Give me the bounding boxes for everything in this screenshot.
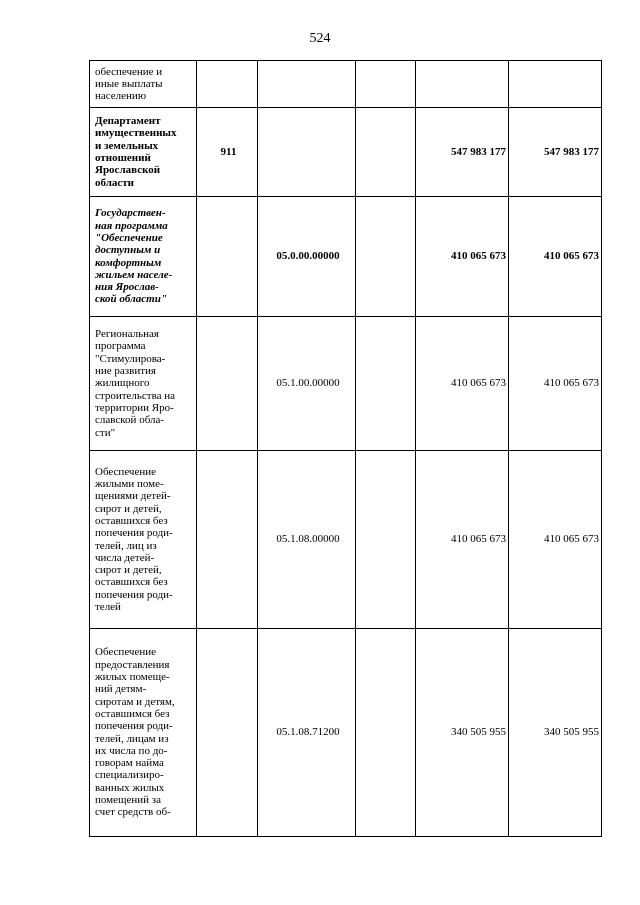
expense-type-cell <box>356 317 416 451</box>
table-row <box>90 451 602 629</box>
target-code-cell <box>258 61 356 108</box>
dept-code-cell <box>197 197 258 317</box>
row-name-cell: Обеспечение жилыми поме- щениями детей- сирот и детей, оставшихся без попечения роди- телей, лиц из числа детей- сирот и детей, оставшихся без попечения роди- телей <box>90 451 197 629</box>
row-name-cell: обеспечение и иные выплаты населению <box>90 61 197 108</box>
target-code-cell: 05.1.08.71200 <box>258 629 356 837</box>
amount-1-cell: 410 065 673 <box>416 451 509 629</box>
row-name-cell: Региональная программа "Стимулирова- ние развития жилищного строительства на территории Яро- славской обла- сти" <box>90 317 197 451</box>
target-code-cell: 05.1.00.00000 <box>258 317 356 451</box>
expense-type-cell <box>356 629 416 837</box>
table-row <box>90 197 602 317</box>
amount-2-cell: 410 065 673 <box>509 317 602 451</box>
table-row <box>90 629 602 837</box>
amount-1-cell: 410 065 673 <box>416 317 509 451</box>
expense-type-cell <box>356 108 416 197</box>
target-code-cell <box>258 108 356 197</box>
table-row <box>90 108 602 197</box>
table-row <box>90 61 602 108</box>
dept-code-cell <box>197 61 258 108</box>
target-code-cell: 05.0.00.00000 <box>258 197 356 317</box>
dept-code-cell <box>197 451 258 629</box>
dept-code-cell <box>197 317 258 451</box>
expense-type-cell <box>356 197 416 317</box>
amount-1-cell: 340 505 955 <box>416 629 509 837</box>
amount-2-cell <box>509 61 602 108</box>
dept-code-cell: 911 <box>197 108 258 197</box>
amount-2-cell: 410 065 673 <box>509 451 602 629</box>
budget-table <box>89 60 602 837</box>
row-name-cell: Департамент имущественных и земельных отношений Ярославской области <box>90 108 197 197</box>
amount-1-cell: 410 065 673 <box>416 197 509 317</box>
row-name-cell: Обеспечение предоставления жилых помеще- ний детям- сиротам и детям, оставшимся без попечения роди- телей, лицам из их числа по до- говорам найма специализиро- ванных жилых помещений за счет средств об- <box>90 629 197 837</box>
amount-1-cell: 547 983 177 <box>416 108 509 197</box>
table-row <box>90 317 602 451</box>
amount-2-cell: 340 505 955 <box>509 629 602 837</box>
amount-2-cell: 547 983 177 <box>509 108 602 197</box>
expense-type-cell <box>356 451 416 629</box>
target-code-cell: 05.1.08.00000 <box>258 451 356 629</box>
amount-1-cell <box>416 61 509 108</box>
row-name-cell: Государствен- ная программа "Обеспечение доступным и комфортным жильем населе- ния Ярослав- ской области" <box>90 197 197 317</box>
amount-2-cell: 410 065 673 <box>509 197 602 317</box>
expense-type-cell <box>356 61 416 108</box>
page-number: 524 <box>309 31 331 46</box>
dept-code-cell <box>197 629 258 837</box>
